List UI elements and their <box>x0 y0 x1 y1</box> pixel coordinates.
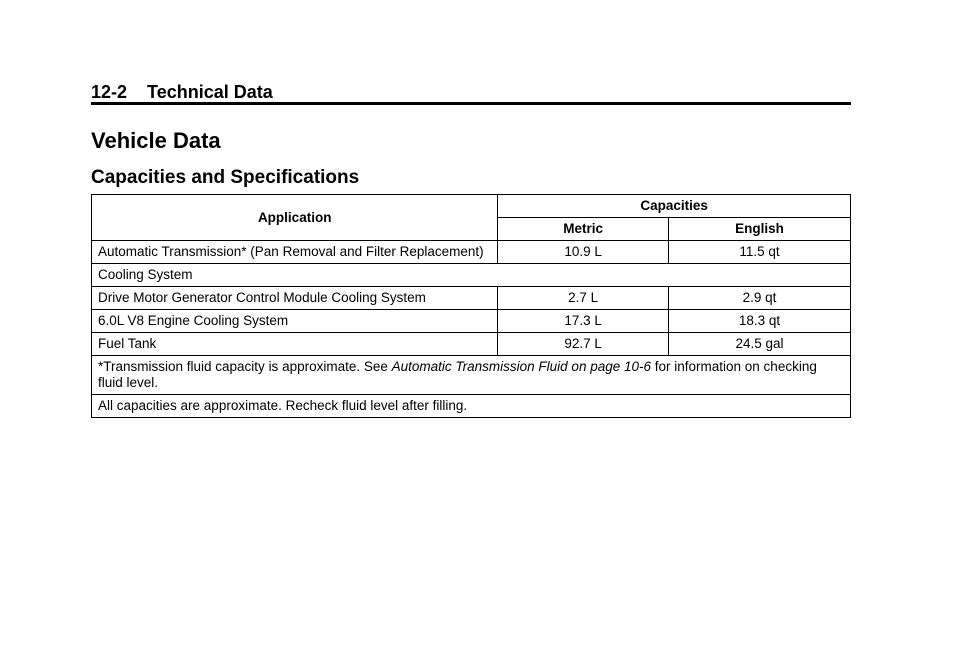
note-prefix: *Transmission fluid capacity is approximate. See <box>98 359 392 374</box>
header-metric: Metric <box>498 218 669 241</box>
table-note-row <box>92 395 851 418</box>
header-rule <box>91 102 851 105</box>
row-english: 2.9 qt <box>668 287 850 310</box>
row-english: 11.5 qt <box>668 241 850 264</box>
row-metric: 17.3 L <box>498 310 669 333</box>
section-title: Vehicle Data <box>91 128 221 153</box>
page-header <box>91 81 851 103</box>
table-row <box>92 287 851 310</box>
row-english: 18.3 qt <box>668 310 850 333</box>
row-english: 24.5 gal <box>668 333 850 356</box>
row-application: Automatic Transmission* (Pan Removal and Filter Replacement) <box>92 241 498 264</box>
capacities-table <box>91 194 851 418</box>
row-metric: 2.7 L <box>498 287 669 310</box>
cross-reference-link[interactable]: Automatic Transmission Fluid on page 10-6 <box>391 359 651 374</box>
row-metric: 92.7 L <box>498 333 669 356</box>
row-application: Fuel Tank <box>92 333 498 356</box>
row-application: 6.0L V8 Engine Cooling System <box>92 310 498 333</box>
header-application: Application <box>92 195 498 241</box>
transmission-note <box>92 356 851 395</box>
section-name: Technical Data <box>147 82 273 102</box>
row-application: Cooling System <box>92 264 851 287</box>
header-capacities: Capacities <box>498 195 851 218</box>
table-row <box>92 333 851 356</box>
note-suffix: for information on checking fluid level. <box>98 359 817 390</box>
row-metric: 10.9 L <box>498 241 669 264</box>
row-application: Drive Motor Generator Control Module Cooling System <box>92 287 498 310</box>
table-header-row <box>92 195 851 218</box>
table-note-row <box>92 356 851 395</box>
header-text <box>91 81 851 103</box>
table-row <box>92 310 851 333</box>
table-row <box>92 241 851 264</box>
section-number: 12-2 <box>91 82 128 102</box>
table-row <box>92 264 851 287</box>
header-english: English <box>668 218 850 241</box>
general-note: All capacities are approximate. Recheck fluid level after filling. <box>92 395 851 418</box>
sub-title: Capacities and Specifications <box>91 167 360 188</box>
